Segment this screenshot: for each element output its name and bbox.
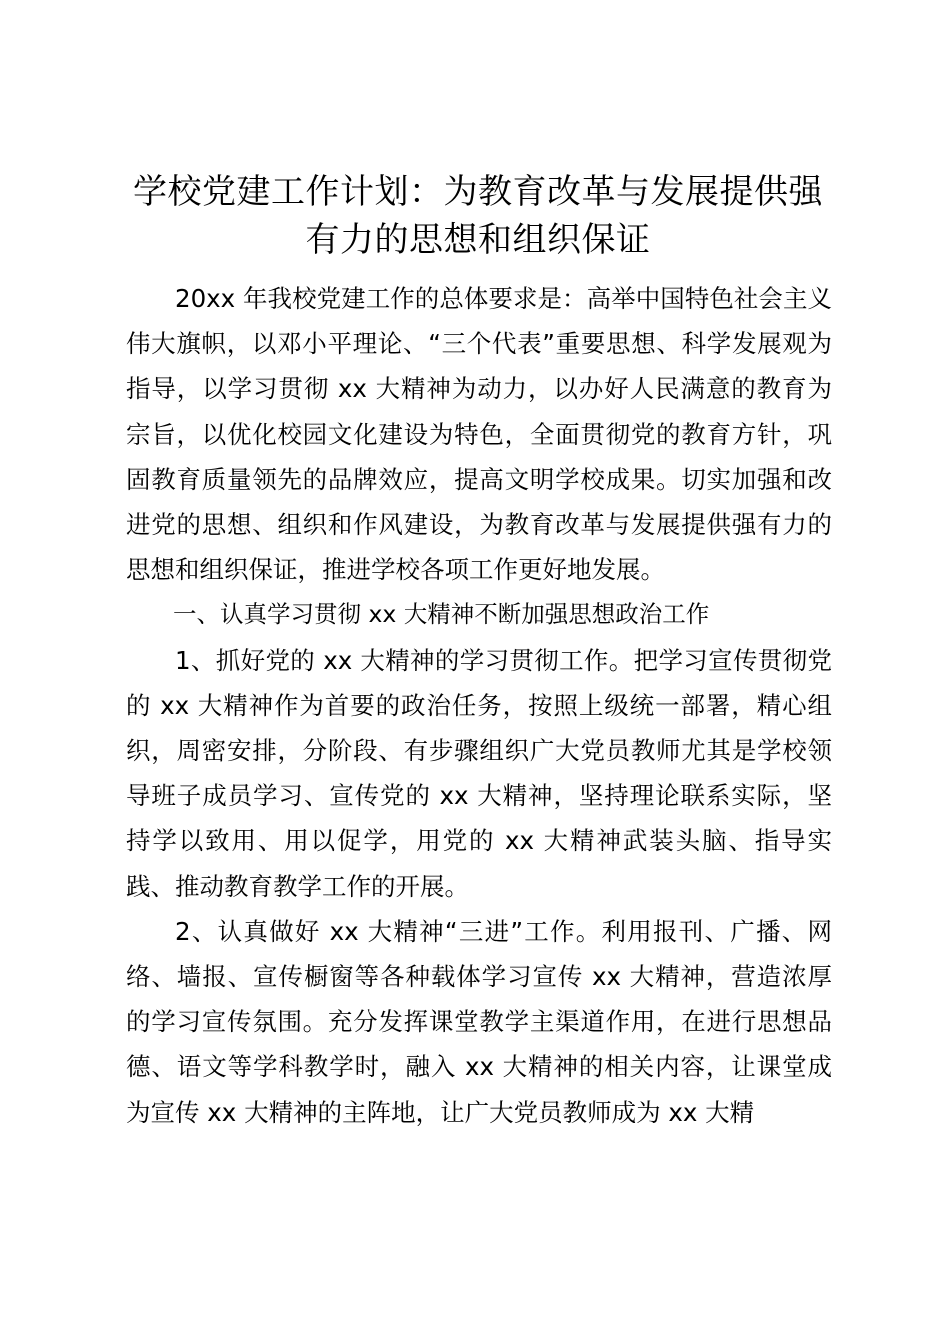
paragraph-overview: 20xx 年我校党建工作的总体要求是：高举中国特色社会主义伟大旗帜，以邓小平理论、“三个代表”重要思想、科学发展观为指导，以学习贯彻 xx 大精神为动力，以办好人民满意的教育为宗旨，以优化校园文化建设为特色，全面贯彻党的教育方针，巩固教育质量领先的品牌效应，提高文明学校成果。切实加强和改进党的思想、组织和作风建设，为教育改革与发展提供强有力的思想和组织保证，推进学校各项工作更好地发展。 (126, 284, 832, 585)
section-heading-1: 一、认真学习贯彻 xx 大精神不断加强思想政治工作 (173, 600, 710, 629)
paragraph-item-1: 1、抓好党的 xx 大精神的学习贯彻工作。把学习宣传贯彻党的 xx 大精神作为首要的政治任务，按照上级统一部署，精心组织，周密安排，分阶段、有步骤组织广大党员教师尤其是学校领导班子成员学习、宣传党的 xx 大精神，坚持理论联系实际，坚持学以致用、用以促学，用党的 xx 大精神武装头脑、指导实践、推动教育教学工作的开展。 (126, 645, 832, 901)
paragraph-item-2: 2、认真做好 xx 大精神“三进”工作。利用报刊、广播、网络、墙报、宣传橱窗等各种载体学习宣传 xx 大精神，营造浓厚的学习宣传氛围。充分发挥课堂教学主渠道作用，在进行思想品德、语文等学科教学时，融入 xx 大精神的相关内容，让课堂成为宣传 xx 大精神的主阵地，让广大党员教师成为 xx 大精 (126, 916, 832, 1127)
document-title: 学校党建工作计划：为教育改革与发展提供强有力的思想和组织保证 (133, 172, 823, 260)
document-body (126, 276, 832, 1135)
